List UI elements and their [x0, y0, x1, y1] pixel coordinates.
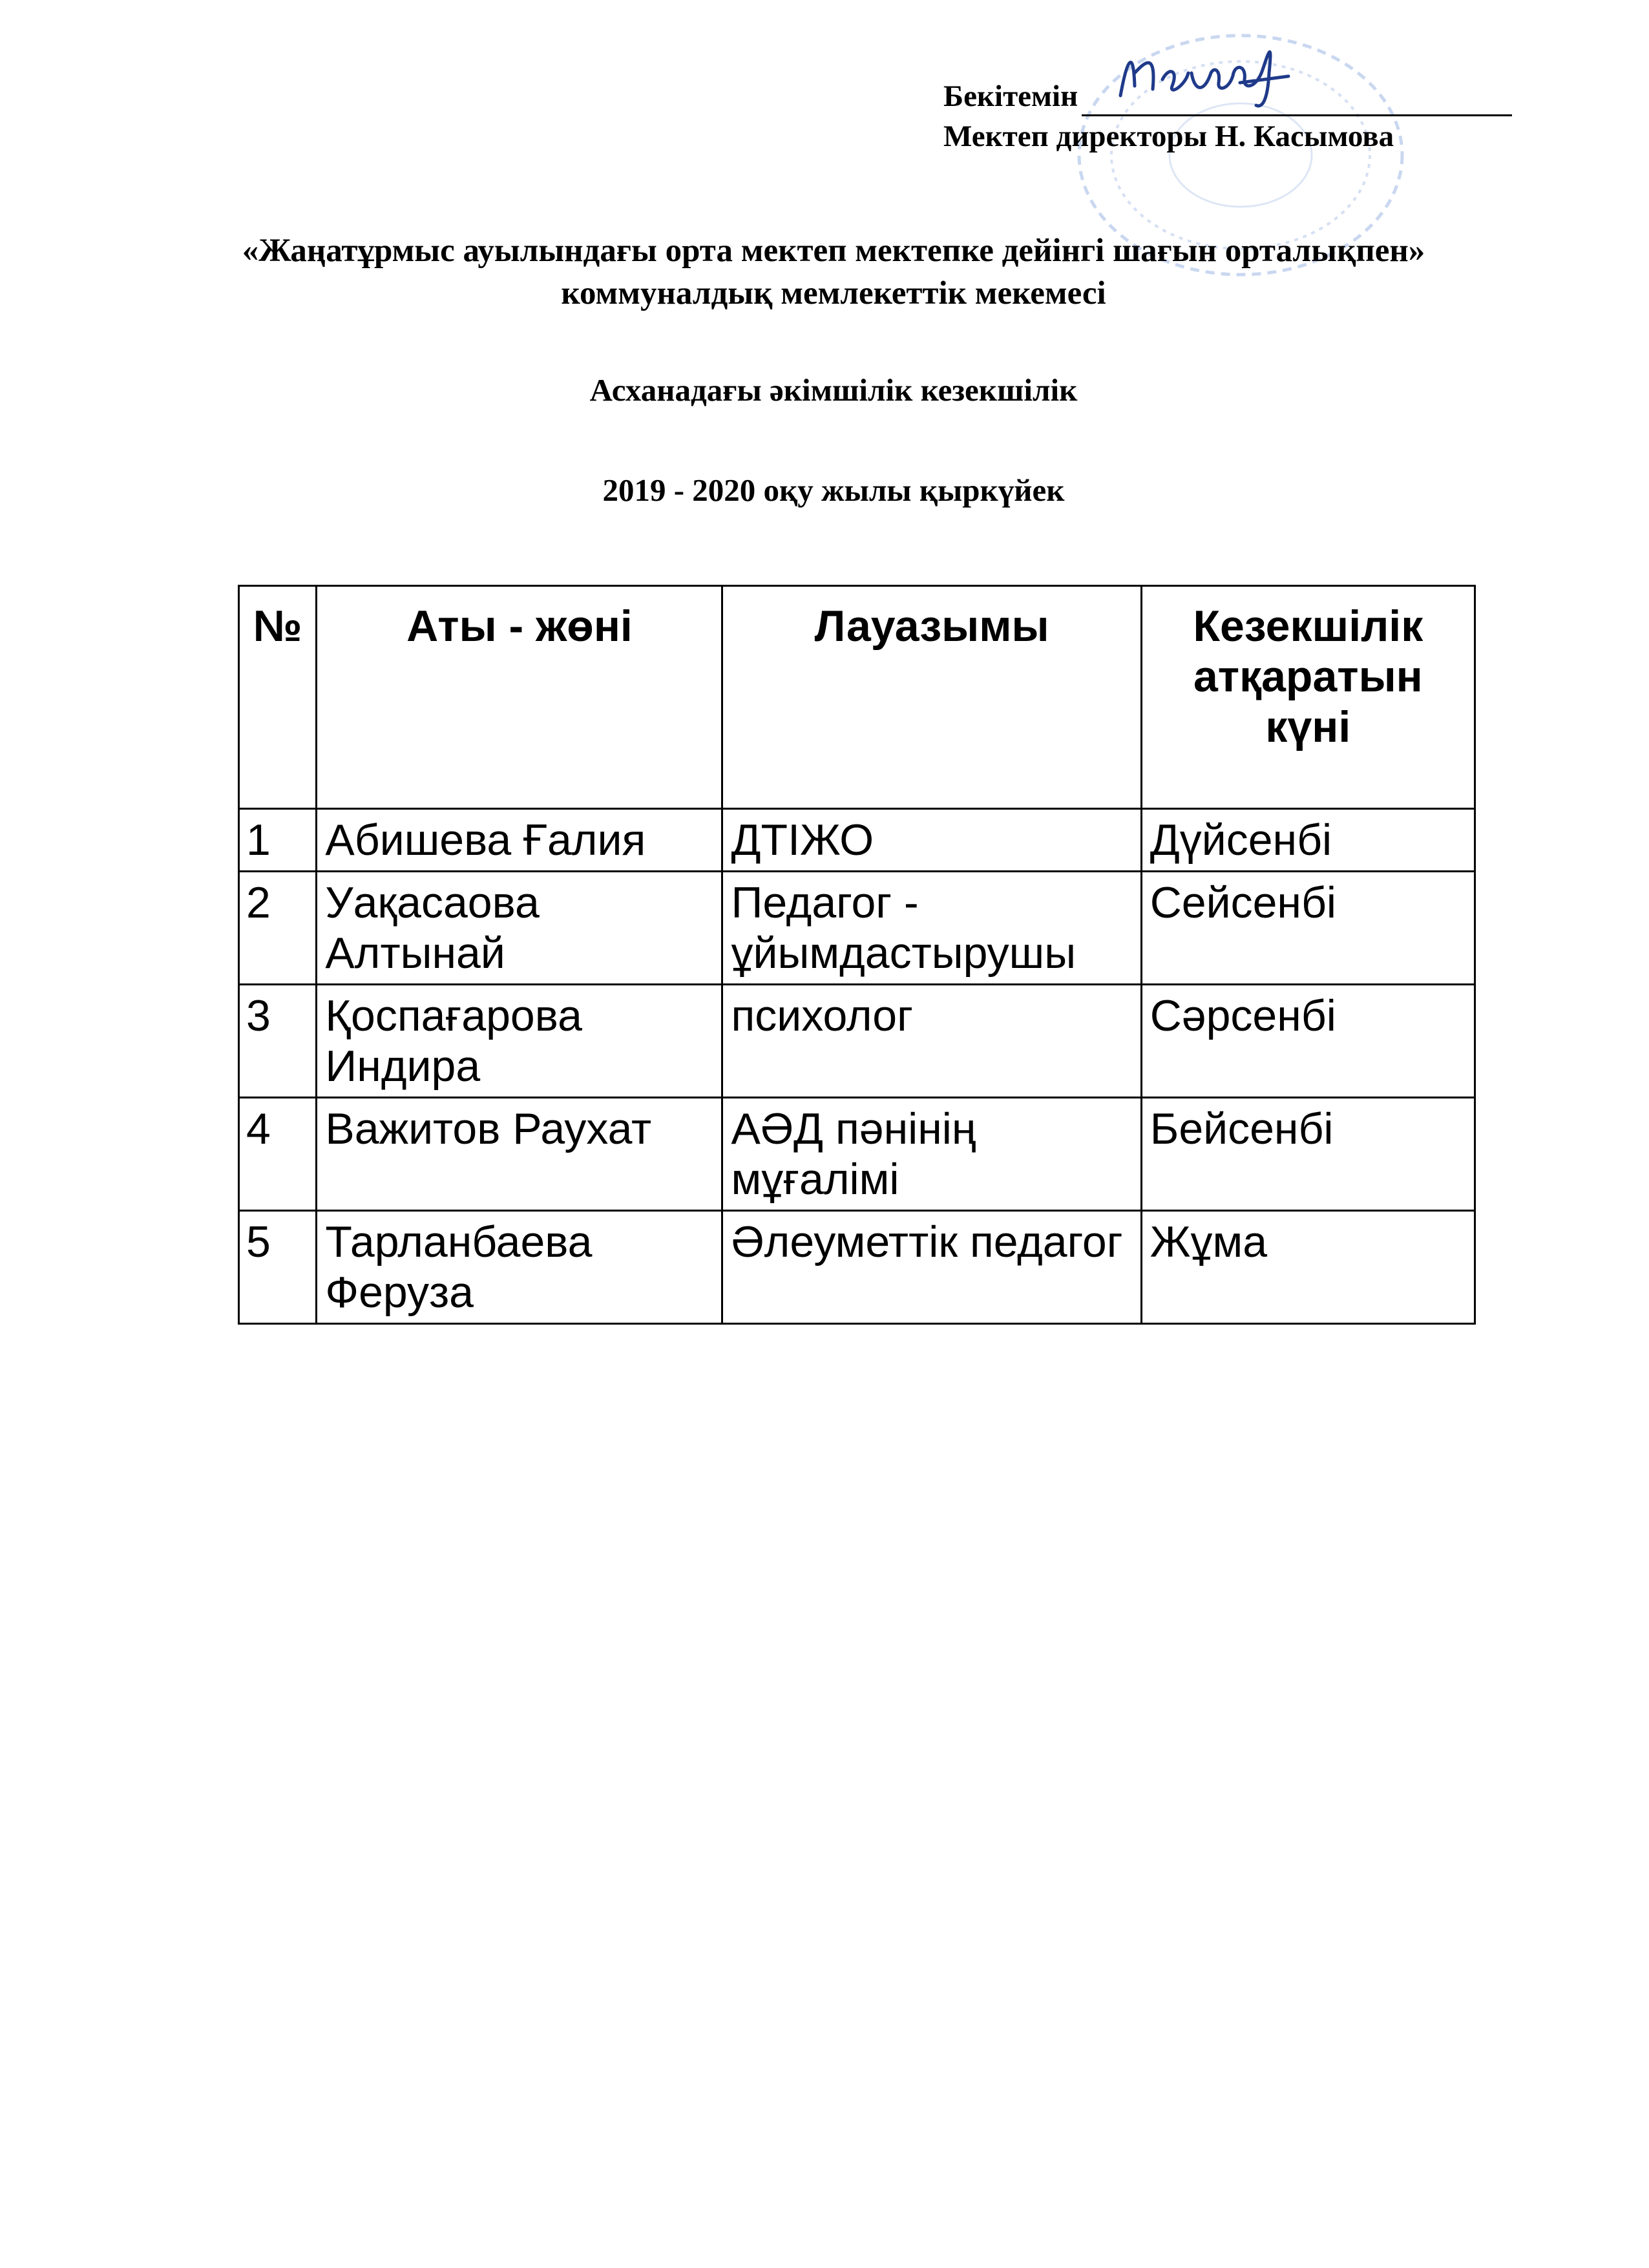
cell-number: 1: [239, 809, 317, 872]
cell-day: Сәрсенбі: [1141, 985, 1475, 1098]
cell-day: Сейсенбі: [1141, 872, 1475, 985]
cell-name: Уақасаова Алтынай: [317, 872, 722, 985]
cell-day: Дүйсенбі: [1141, 809, 1475, 872]
schedule-title: Асханадағы әкімшілік кезекшілік: [589, 372, 1078, 408]
duty-table: [238, 585, 1476, 1325]
period-title: 2019 - 2020 оқу жылы қыркүйек: [602, 472, 1065, 508]
table-row: [239, 809, 1475, 872]
cell-name: Важитов Раухат: [317, 1098, 722, 1211]
cell-position: Педагог - ұйымдастырушы: [722, 872, 1141, 985]
cell-number: 3: [239, 985, 317, 1098]
column-header-position: Лауазымы: [722, 586, 1141, 809]
institution-title: «Жаңатұрмыс ауылындағы орта мектеп мектепке дейінгі шағын орталықпен» коммуналдық мемлекеттік мекемесі: [242, 233, 1425, 311]
table-row: [239, 985, 1475, 1098]
cell-name: Тарланбаева Феруза: [317, 1211, 722, 1324]
cell-position: АӘД пәнінің мұғалімі: [722, 1098, 1141, 1211]
cell-name: Қоспағарова Индира: [317, 985, 722, 1098]
signature-line: [1082, 79, 1512, 116]
cell-number: 2: [239, 872, 317, 985]
cell-position: ДТІЖО: [722, 809, 1141, 872]
cell-day: Бейсенбі: [1141, 1098, 1475, 1211]
cell-name: Абишева Ғалия: [317, 809, 722, 872]
signature-icon: [1108, 34, 1301, 112]
column-header-day: Кезекшілік атқаратын күні: [1141, 586, 1475, 809]
column-header-name: Аты - жөні: [317, 586, 722, 809]
cell-position: Әлеуметтік педагог: [722, 1211, 1141, 1324]
approval-block: [943, 76, 1512, 156]
approval-line: [943, 76, 1512, 116]
director-line: Мектеп директоры Н. Касымова: [943, 120, 1394, 153]
table-header-row: [239, 586, 1475, 809]
table-row: [239, 872, 1475, 985]
column-header-number: №: [239, 586, 317, 809]
table-row: [239, 1098, 1475, 1211]
cell-number: 5: [239, 1211, 317, 1324]
table-row: [239, 1211, 1475, 1324]
cell-number: 4: [239, 1098, 317, 1211]
cell-day: Жұма: [1141, 1211, 1475, 1324]
cell-position: психолог: [722, 985, 1141, 1098]
approve-label: Бекітемін: [943, 79, 1078, 113]
